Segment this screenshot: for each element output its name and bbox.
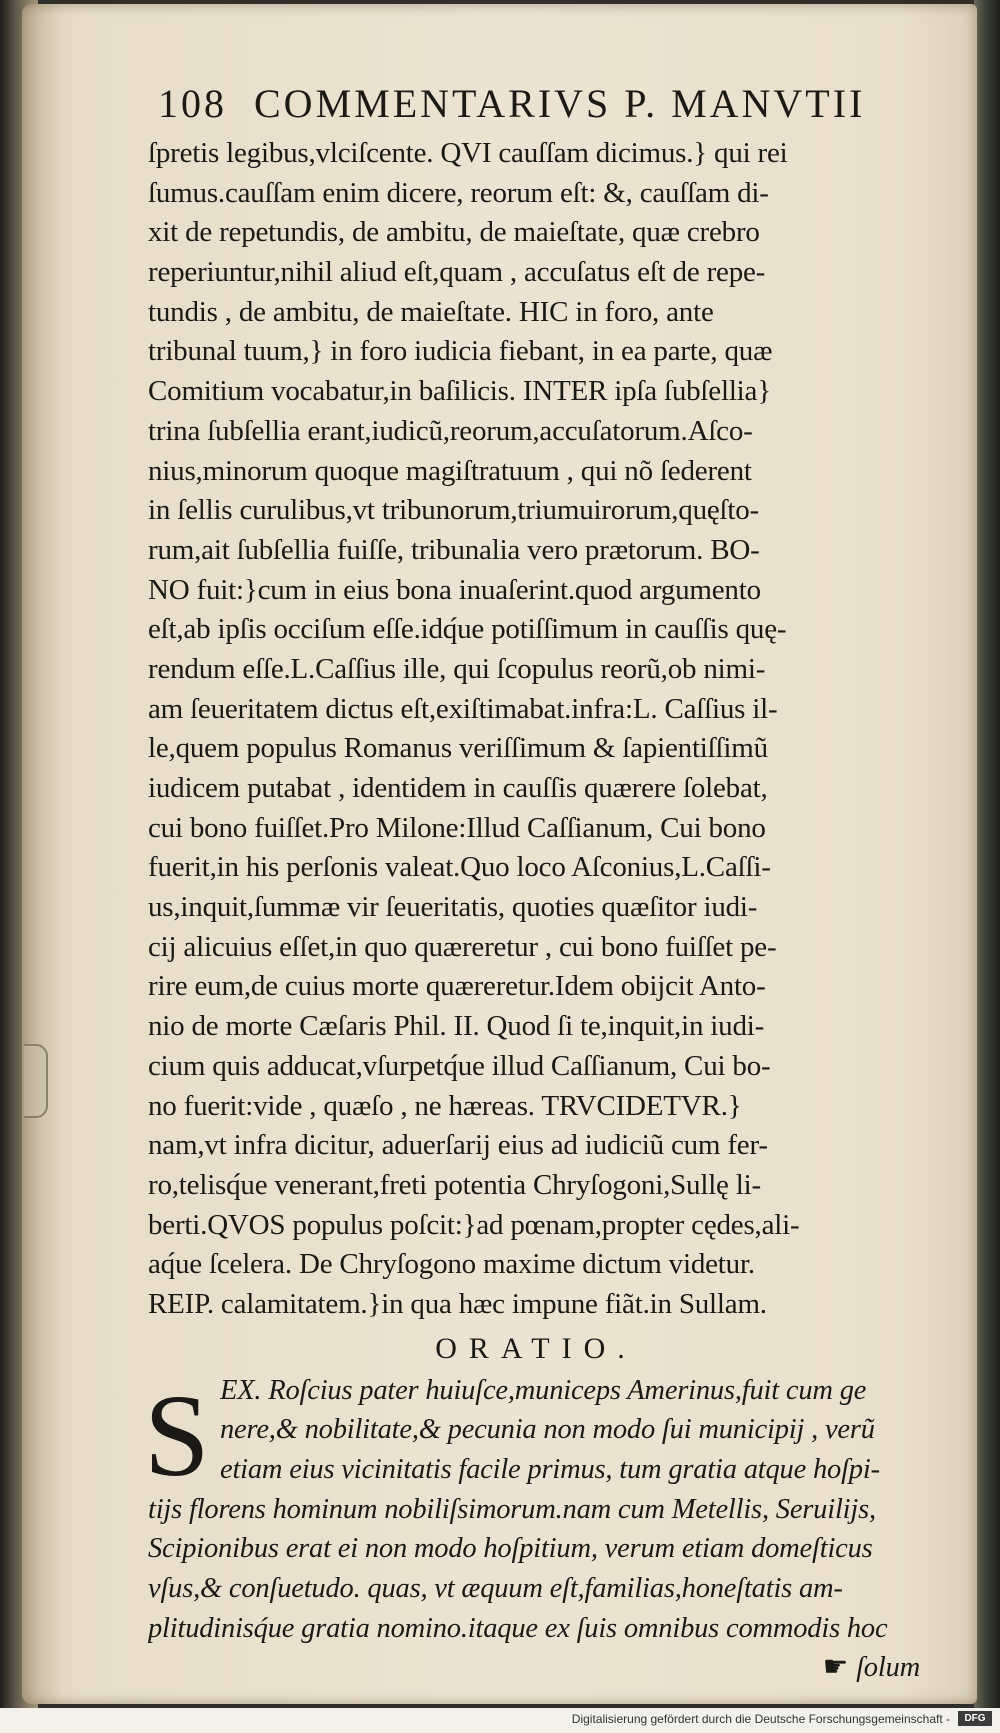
commentary xyxy=(148,134,924,1325)
text-line: no fuerit:vide , quæſo , ne hæreas. TRVCIDETVR.} xyxy=(148,1089,742,1122)
text-line: berti.QVOS populus poſcit:}ad pœnam,propter cędes,ali- xyxy=(148,1208,800,1241)
text-line: ro,telisq́ue venerant,freti potentia Chryſogoni,Sullę li- xyxy=(148,1168,761,1201)
text-line: us,inquit,ſummæ vir ſeueritatis, quoties quæſitor iudi- xyxy=(148,891,758,924)
running-title: COMMENTARIVS P. MANVTII xyxy=(254,81,866,126)
text-line: reperiuntur,nihil aliud eſt,quam , accuſatus eſt de repe- xyxy=(148,256,766,289)
text-line: aq́ue ſcelera. De Chryſogono maxime dictum videtur. xyxy=(148,1248,755,1281)
page-number: 108 xyxy=(158,81,227,126)
text-line: trina ſubſellia erant,iudicũ,reorum,accuſatorum.Aſco- xyxy=(148,414,753,447)
catchword-line xyxy=(148,1648,924,1688)
text-line: in ſellis curulibus,vt tribunorum,triumuirorum,quęſto- xyxy=(148,494,760,527)
oration-line: vſus,& conſuetudo. quas, vt æquum eſt,familias,honeſtatis am- xyxy=(148,1573,843,1605)
section-heading: ORATIO. xyxy=(435,1331,637,1365)
text-line: cij alicuius eſſet,in quo quæreretur , cui bono fuiſſet pe- xyxy=(148,930,777,963)
text-line: tundis , de ambitu, de maieſtate. HIC in foro, ante xyxy=(148,295,714,328)
text-line: rum,ait ſubſellia fuiſſe, tribunalia vero prætorum. BO- xyxy=(148,533,760,566)
text-line: nius,minorum quoque magiſtratuum , qui nõ ſederent xyxy=(148,454,752,487)
oration-text xyxy=(144,1369,924,1689)
oration-line: tijs florens hominum nobiliſsimorum.nam cum Metellis, Seruilijs, xyxy=(148,1493,876,1525)
text-line: rire eum,de cuius morte quæreretur.Idem obijcit Anto- xyxy=(148,970,766,1003)
text-line: ſumus.cauſſam enim dicere, reorum eſt: &, cauſſam di- xyxy=(148,176,769,209)
text-block xyxy=(144,134,924,1688)
footer-credit: Digitalisierung gefördert durch die Deutsche Forschungsgemeinschaft - xyxy=(571,1712,950,1726)
oration-line: nere,& nobilitate,& pecunia non modo ſui municipij , verũ xyxy=(220,1414,875,1446)
text-line: cui bono fuiſſet.Pro Milone:Illud Caſſianum, Cui bono xyxy=(148,811,766,844)
page-gutter-shadow xyxy=(22,4,62,1704)
oration-line: Scipionibus erat ei non modo hoſpitium, verum etiam domeſticus xyxy=(148,1533,873,1565)
text-line: xit de repetundis, de ambitu, de maieſtate, quæ crebro xyxy=(148,216,760,249)
text-line: cium quis adducat,vſurpetq́ue illud Caſſianum, Cui bo- xyxy=(148,1049,771,1082)
text-line: tribunal tuum,} in foro iudicia fiebant, in ea parte, quæ xyxy=(148,335,773,368)
text-line: ſpretis legibus,vlciſcente. QVI cauſſam dicimus.} qui rei xyxy=(148,137,788,169)
oration-line: EX. Roſcius pater huiuſce,municeps Amerinus,fuit cum ge xyxy=(220,1374,867,1406)
text-line: fuerit,in his perſonis valeat.Quo loco Aſconius,L.Caſſi- xyxy=(148,851,771,884)
text-line: le,quem populus Romanus veriſſimum & ſapientiſſimũ xyxy=(148,732,768,765)
oration-line: etiam eius vicinitatis facile primus, tum gratia atque hoſpi- xyxy=(220,1454,880,1485)
text-line: REIP. calamitatem.}in qua hæc impune fiãt.in Sullam. xyxy=(148,1287,767,1320)
oration-lines xyxy=(148,1371,924,1649)
oration-line: plitudinisq́ue gratia nomino.itaque ex ſuis omnibus commodis hoc xyxy=(148,1612,888,1644)
book-edge-right xyxy=(974,0,1000,1733)
text-line: rendum eſſe.L.Caſſius ille, qui ſcopulus reorũ,ob nimi- xyxy=(148,652,766,685)
text-line: am ſeueritatem dictus eſt,exiſtimabat.infra:L. Caſſius il- xyxy=(148,692,778,725)
catchword: ſolum xyxy=(856,1652,920,1684)
dfg-logo: DFG xyxy=(958,1711,992,1726)
text-line: nam,vt infra dicitur, aduerſarij eius ad iudiciũ cum fer- xyxy=(148,1129,768,1162)
text-line: nio de morte Cæſaris Phil. II. Quod ſi te,inquit,in iudi- xyxy=(148,1010,765,1043)
text-line: eſt,ab ipſis occiſum eſſe.idq́ue potiſſimum in cauſſis quę- xyxy=(148,613,787,646)
text-line: Comitium vocabatur,in baſilicis. INTER ipſa ſubſellia} xyxy=(148,375,771,408)
pointing-hand-icon: ☛ xyxy=(822,1652,849,1684)
text-line: NO fuit:}cum in eius bona inuaſerint.quod argumento xyxy=(148,573,761,606)
binding-clasp xyxy=(24,1044,48,1118)
drop-cap: S xyxy=(144,1369,210,1501)
running-head xyxy=(158,80,918,132)
text-line: iudicem putabat , identidem in cauſſis quærere ſolebat, xyxy=(148,772,768,804)
